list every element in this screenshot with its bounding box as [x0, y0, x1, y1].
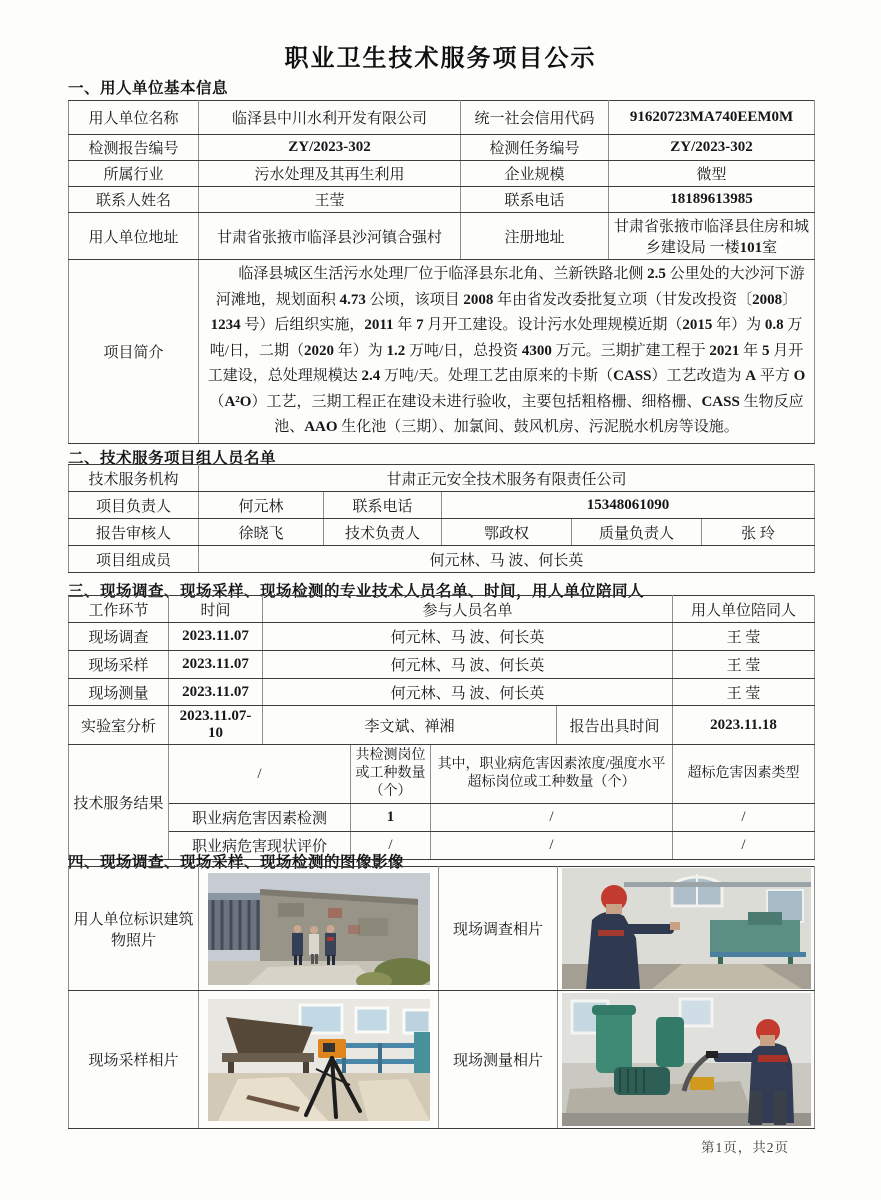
photo-label: 现场采样相片 — [69, 991, 199, 1129]
field-value: 微型 — [609, 161, 815, 187]
page-number: 第1页，共2页 — [701, 1140, 789, 1155]
result-name-cell: 职业病危害因素检测 — [169, 804, 351, 832]
table-row — [69, 706, 815, 745]
photo-label: 用人单位标识建筑物照片 — [69, 867, 199, 991]
measure-photo — [562, 993, 811, 1126]
table-row — [69, 465, 815, 492]
field-value: 何元林、马 波、何长英 — [199, 546, 815, 573]
stage-cell: 现场测量 — [69, 679, 169, 706]
field-label: 项目简介 — [69, 260, 199, 444]
table-row — [69, 519, 815, 546]
field-value: 徐晓飞 — [199, 519, 324, 546]
column-header: 其中，职业病危害因素浓度/强度水平超标岗位或工种数量（个） — [431, 745, 673, 804]
sampling-photo — [208, 999, 430, 1121]
field-label: 项目组成员 — [69, 546, 199, 573]
field-value: 鄂政权 — [442, 519, 572, 546]
table-row — [69, 213, 815, 260]
field-value: 何元林 — [199, 492, 324, 519]
result-cell: / — [431, 832, 673, 860]
project-intro-text: 临泽县城区生活污水处理厂位于临泽县东北角、兰新铁路北侧 2.5 公里处的大沙河下游河滩地，规划面积 4.73 公顷，该项目 2008 年由省发改委批复立项（甘发改投资〔2008〕1234 号）后组织实施，2011 年 7 月开工建设。设计污水处理规模近期（2015 年）为 0.8 万吨/日，二期（2020 年）为 1.2 万吨/日，总投资 4300 万元。三期扩建工程于 2021 年 5 月开工建设，总处理规模达 2.4 万吨/天。处理工艺由原来的卡斯（CASS）工艺改造为 A 平方 O（A²O）工艺，三期工程正在建设未进行验收，主要包括粗格栅、细格栅、CASS 生物反应池、AAO 生化池（三期）、加氯间、鼓风机房、污泥脱水机房等设施。 — [207, 266, 806, 435]
field-label: 统一社会信用代码 — [461, 101, 609, 135]
column-header: 参与人员名单 — [263, 596, 673, 623]
section4-table — [68, 866, 815, 1129]
date-cell: 2023.11.07 — [169, 651, 263, 679]
field-label: 报告出具时间 — [557, 706, 673, 745]
table-row — [69, 161, 815, 187]
field-value: 18189613985 — [609, 187, 815, 213]
field-value: 甘肃正元安全技术服务有限责任公司 — [199, 465, 815, 492]
project-intro — [199, 260, 815, 444]
table-row — [69, 260, 815, 444]
field-label: 注册地址 — [461, 213, 609, 260]
participants-cell: 何元林、马 波、何长英 — [263, 623, 673, 651]
escort-cell: 王 莹 — [673, 623, 815, 651]
table-row — [69, 546, 815, 573]
field-label: 用人单位地址 — [69, 213, 199, 260]
column-header: 共检测岗位或工种数量（个） — [351, 745, 431, 804]
table-row — [69, 623, 815, 651]
participants-cell: 李文斌、禅湘 — [263, 706, 557, 745]
page-title: 职业卫生技术服务项目公示 — [284, 46, 597, 72]
measure-photo-image — [562, 993, 811, 1126]
table-row — [69, 596, 815, 623]
participants-cell: 何元林、马 波、何长英 — [263, 651, 673, 679]
stage-cell: 现场调查 — [69, 623, 169, 651]
field-value: ZY/2023-302 — [609, 135, 815, 161]
field-value: 甘肃省张掖市临泽县沙河镇合强村 — [199, 213, 461, 260]
field-label: 检测报告编号 — [69, 135, 199, 161]
table-row — [69, 135, 815, 161]
field-label: 联系人姓名 — [69, 187, 199, 213]
table-row — [69, 187, 815, 213]
photo-cell — [199, 867, 439, 991]
field-value: 张 玲 — [702, 519, 815, 546]
photo-cell — [199, 991, 439, 1129]
table-row — [69, 492, 815, 519]
participants-cell: 何元林、马 波、何长英 — [263, 679, 673, 706]
field-value: 91620723MA740EEM0M — [609, 101, 815, 135]
photo-label: 现场测量相片 — [439, 991, 558, 1129]
field-label: 技术服务结果 — [69, 745, 169, 860]
building-photo — [208, 873, 430, 985]
table-row — [69, 804, 815, 832]
field-label: 所属行业 — [69, 161, 199, 187]
photo-label: 现场调查相片 — [439, 867, 558, 991]
date-cell: 2023.11.07 — [169, 623, 263, 651]
table-row — [69, 651, 815, 679]
photo-cell — [558, 991, 815, 1129]
field-label: 质量负责人 — [572, 519, 702, 546]
escort-cell: 王 莹 — [673, 651, 815, 679]
section3-table — [68, 595, 815, 860]
result-name-cell: 职业病危害现状评价 — [169, 832, 351, 860]
date-cell: 2023.11.18 — [673, 706, 815, 745]
field-label: 报告审核人 — [69, 519, 199, 546]
sampling-photo-image — [208, 999, 430, 1121]
field-label: 项目负责人 — [69, 492, 199, 519]
table-row — [69, 679, 815, 706]
section1-heading: 一、用人单位基本信息 — [68, 80, 229, 97]
table-row — [69, 101, 815, 135]
column-header: 时间 — [169, 596, 263, 623]
field-label: 技术服务机构 — [69, 465, 199, 492]
field-value: 15348061090 — [442, 492, 815, 519]
field-value: 王莹 — [199, 187, 461, 213]
date-cell: 2023.11.07-10 — [169, 706, 263, 745]
section1-table — [68, 100, 815, 444]
field-label: 技术负责人 — [324, 519, 442, 546]
result-cell: / — [673, 804, 815, 832]
section3-heading: 三、现场调查、现场采样、现场检测的专业技术人员名单、时间，用人单位陪同人 — [68, 583, 645, 600]
table-row — [69, 867, 815, 991]
result-cell: / — [673, 832, 815, 860]
stage-cell: 现场采样 — [69, 651, 169, 679]
result-cell: / — [169, 745, 351, 804]
field-value: ZY/2023-302 — [199, 135, 461, 161]
column-header: 用人单位陪同人 — [673, 596, 815, 623]
field-label: 检测任务编号 — [461, 135, 609, 161]
column-header: 工作环节 — [69, 596, 169, 623]
section2-heading: 二、技术服务项目组人员名单 — [68, 450, 277, 467]
section4-heading: 四、现场调查、现场采样、现场检测的图像影像 — [68, 854, 405, 871]
result-cell: 1 — [351, 804, 431, 832]
field-value: 甘肃省张掖市临泽县住房和城乡建设局 一楼101室 — [609, 213, 815, 260]
stage-cell: 实验室分析 — [69, 706, 169, 745]
building-photo-image — [208, 873, 430, 985]
column-header: 超标危害因素类型 — [673, 745, 815, 804]
photo-cell — [558, 867, 815, 991]
field-label: 联系电话 — [324, 492, 442, 519]
field-value: 临泽县中川水利开发有限公司 — [199, 101, 461, 135]
field-label: 联系电话 — [461, 187, 609, 213]
result-cell: / — [431, 804, 673, 832]
field-label: 企业规模 — [461, 161, 609, 187]
survey-photo-image — [562, 868, 811, 989]
survey-photo — [562, 868, 811, 989]
table-row — [69, 991, 815, 1129]
table-row — [69, 745, 815, 804]
field-label: 用人单位名称 — [69, 101, 199, 135]
escort-cell: 王 莹 — [673, 679, 815, 706]
field-value: 污水处理及其再生利用 — [199, 161, 461, 187]
date-cell: 2023.11.07 — [169, 679, 263, 706]
section2-table — [68, 464, 815, 573]
result-cell: / — [351, 832, 431, 860]
